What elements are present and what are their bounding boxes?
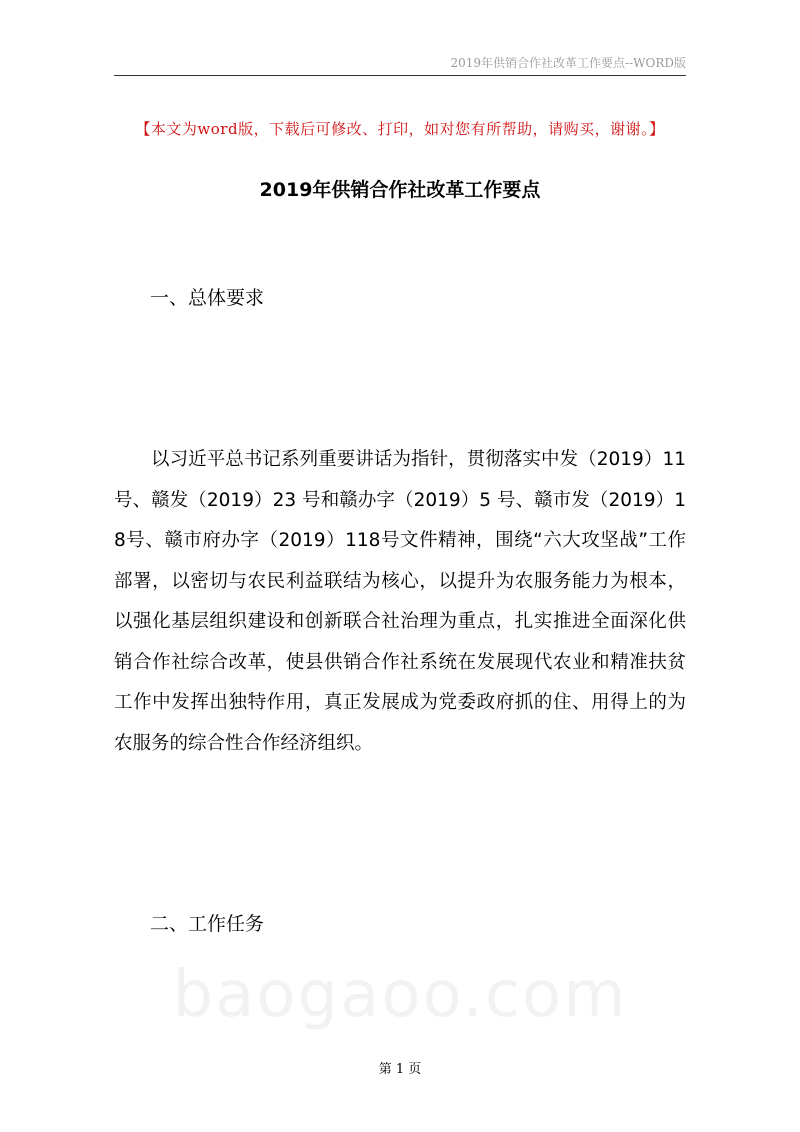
body-paragraph: 以习近平总书记系列重要讲话为指针，贯彻落实中发（2019）11号、赣发（2019）23 号和赣办字（2019）5 号、赣市发（2019）18号、赣市府办字（2019）118号文件精神，围绕“六大攻坚战”工作部署，以密切与农民利益联结为核心，以提升为农服务能力为根本，以强化基层组织建设和创新联合社治理为重点，扎实推进全面深化供销合作社综合改革，使县供销合作社系统在发展现代农业和精准扶贫工作中发挥出独特作用，真正发展成为党委政府抓的住、用得上的为农服务的综合性合作经济组织。 [114, 449, 686, 754]
document-title: 2019年供销合作社改革工作要点 [259, 179, 541, 201]
watermark: baogaoo.com [172, 958, 628, 1032]
section-heading-general-requirements: 一、总体要求 [150, 287, 265, 309]
running-header: 2019年供销合作社改革工作要点--WORD版 [450, 56, 686, 70]
section-heading-work-tasks: 二、工作任务 [150, 913, 265, 935]
download-notice: 【本文为word版，下载后可修改、打印，如对您有所帮助，请购买，谢谢。】 [135, 120, 665, 138]
page-number: 第 1 页 [378, 1062, 422, 1077]
header-divider [114, 75, 686, 76]
